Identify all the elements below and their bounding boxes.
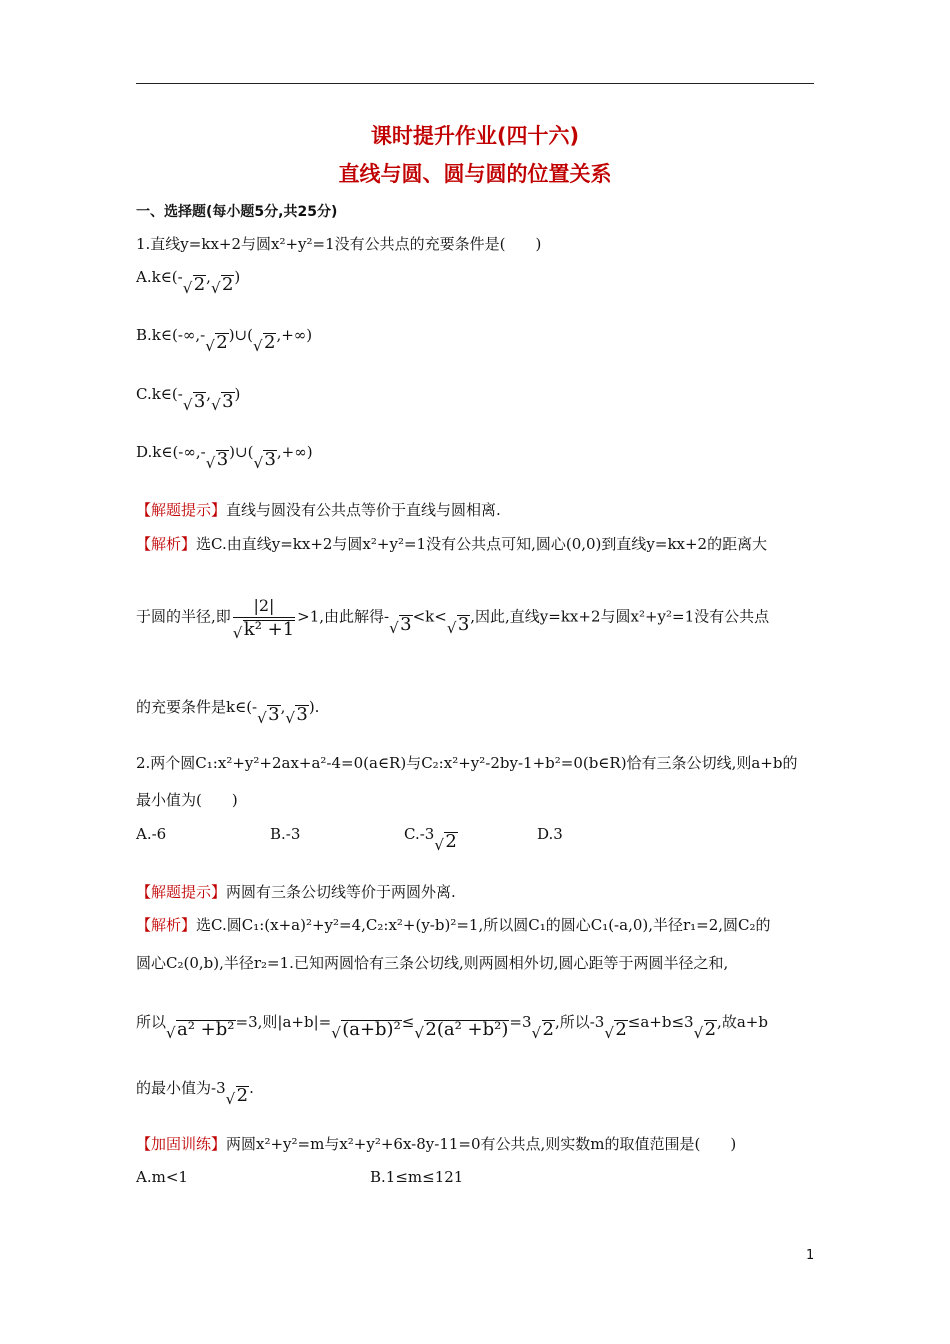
sqrt: √ 3 [211,391,234,414]
q1-solution-line1: 【解析】选C.由直线y=kx+2与圆x²+y²=1没有公共点可知,圆心(0,0)到直线y=kx+2的距离大 [136,535,768,553]
sqrt: √ 3 [285,704,308,727]
sqrt: √ 2 [225,1085,249,1108]
q1-solution-line2: 于圆的半径,即 |2| √ k² +1 >1,由此解得- √ 3<k< √ 3,因此,直线y=kx+2与圆x²+y²=1没有公共点 [136,596,770,642]
q1-hint: 【解题提示】直线与圆没有公共点等价于直线与圆相离. [136,501,501,519]
sqrt: √ 2 [531,1019,554,1042]
page-subtitle: 直线与圆、圆与圆的位置关系 [338,162,612,186]
q2-solution-line2: 圆心C₂(0,b),半径r₂=1.已知两圆恰有三条公切线,则两圆相外切,圆心距等于两圆半径之和, [136,954,729,972]
q2-option-c: C.-3 √ 2 [404,825,457,854]
sqrt: √ 3 [205,449,229,472]
hint-tag: 【解题提示】 [136,501,227,519]
sqrt: √ 2 [205,332,228,355]
drill-tag: 【加固训练】 [136,1135,227,1153]
hint-tag: 【解题提示】 [136,883,227,901]
sqrt: √ (a+b)² [331,1019,401,1042]
page-number: 1 [806,1248,815,1263]
sqrt: √ 3 [389,613,412,637]
header-rule [136,83,814,84]
q2-solution-line4: 的最小值为-3 √ 2. [136,1079,254,1108]
q1-option-c: C.k∈(- √ 3, √ 3) [136,385,241,414]
q2-stem-line1: 2.两个圆C₁:x²+y²+2ax+a²-4=0(a∈R)与C₂:x²+y²-2by-1+b²=0(b∈R)恰有三条公切线,则a+b的 [136,754,798,772]
fraction: |2| √ k² +1 [232,596,295,642]
q2-solution-line3: 所以 √ a² +b²=3,则|a+b|= √ (a+b)²≤ √ 2(a² +b²)=3 √ 2,所以-3 √ 2≤a+b≤3 √ 2,故a+b [136,1013,768,1042]
section-heading: 一、选择题(每小题5分,共25分) [136,204,338,220]
sqrt: √ 3 [182,391,206,414]
q1-stem: 1.直线y=kx+2与圆x²+y²=1没有公共点的充要条件是( ) [136,235,542,253]
q1-solution-line3: 的充要条件是k∈(- √ 3, √ 3). [136,698,320,727]
q2-option-a: A.-6 [136,825,167,843]
q2-stem-line2: 最小值为( ) [136,791,238,809]
q2-solution-line1: 【解析】选C.圆C₁:(x+a)²+y²=4,C₂:x²+(y-b)²=1,所以圆C₁的圆心C₁(-a,0),半径r₁=2,圆C₂的 [136,916,771,934]
solution-tag: 【解析】 [136,916,197,934]
sqrt: √ 3 [253,449,276,472]
q1-option-d: D.k∈(-∞,- √ 3)∪( √ 3,+∞) [136,443,313,472]
sqrt: √ 2 [693,1019,717,1042]
q2-option-b: B.-3 [270,825,301,843]
sqrt: √ a² +b² [166,1019,235,1042]
sqrt: √ 2 [210,274,234,297]
drill-question: 【加固训练】两圆x²+y²=m与x²+y²+6x-8y-11=0有公共点,则实数m的取值范围是( ) [136,1135,737,1153]
sqrt: √ 2 [604,1019,627,1042]
page-title: 课时提升作业(四十六) [370,124,580,148]
drill-option-a: A.m<1 [136,1168,188,1186]
drill-option-b: B.1≤m≤121 [370,1168,464,1186]
sqrt: √ 2(a² +b²) [414,1019,509,1042]
sqrt: √ 3 [257,704,280,727]
q1-option-a: A.k∈(- √ 2, √ 2) [136,268,241,297]
sqrt: √ 3 [446,613,470,637]
solution-tag: 【解析】 [136,535,197,553]
sqrt: √ 2 [252,332,276,355]
sqrt: √ 2 [182,274,206,297]
q2-option-d: D.3 [537,825,563,843]
q1-option-b: B.k∈(-∞,- √ 2)∪( √ 2,+∞) [136,326,313,355]
q2-hint: 【解题提示】两圆有三条公切线等价于两圆外离. [136,883,456,901]
sqrt: √ 2 [434,831,457,854]
